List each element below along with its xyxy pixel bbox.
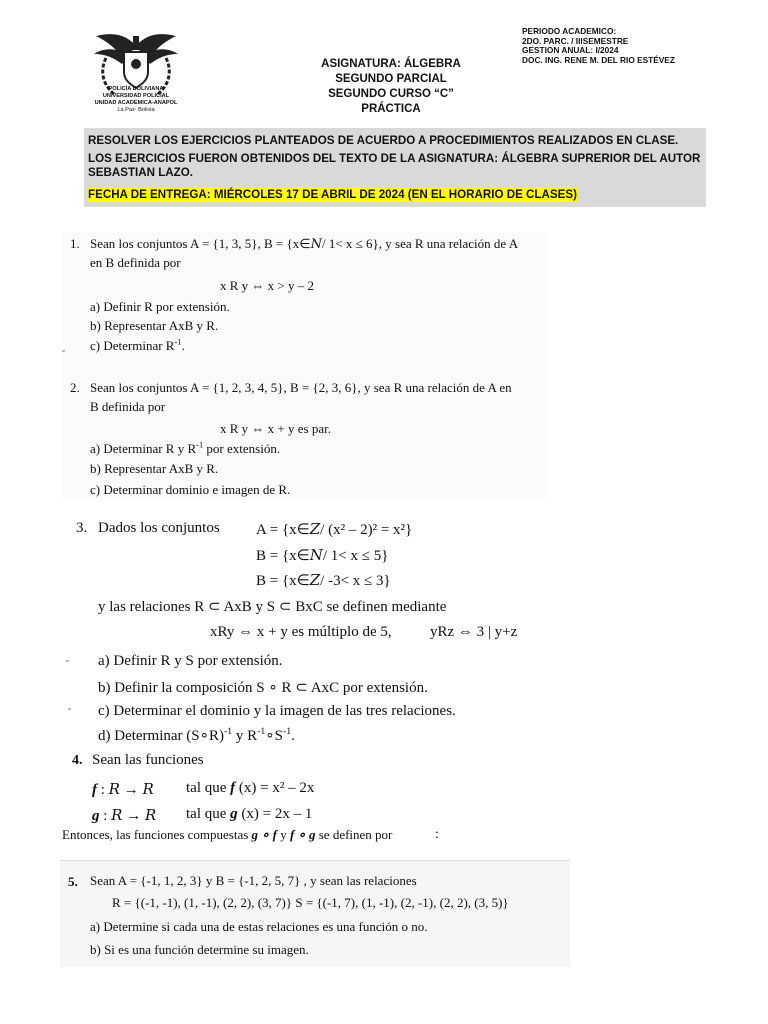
exercise-5-item-a: a) Determine si cada una de estas relaciones es una función o no. <box>90 919 428 934</box>
scan-speck <box>62 350 65 352</box>
exercise-1-item-b: b) Representar AxB y R. <box>90 318 219 333</box>
exercise-3-block <box>62 512 528 748</box>
relation-s-rule: yRz ⇔ 3 | y+z <box>430 624 518 640</box>
function-f-rule: tal que f (x) = x² – 2x <box>186 780 315 796</box>
exercise-1-rule: x R y ⇔ x > y – 2 <box>220 278 315 293</box>
exercise-3-item-d: d) Determinar (S∘R)$^{-1}$ y $R^{-1}\circ S^{-1}$. <box>98 726 295 744</box>
function-g-rule: tal que g (x) = 2x – 1 <box>186 806 313 822</box>
exercise-5-relations: R = {(-1, -1), (1, -1), (2, 2), (3, 7)} S = {(-1, 7), (1, -1), (2, -1), (2, 2), (3, 5)} <box>112 895 509 910</box>
scan-speck <box>68 708 71 710</box>
scan-speck <box>66 660 69 662</box>
function-g-signature: g : R → R <box>92 806 157 824</box>
exercise-1-2-block <box>62 232 548 500</box>
set-c-definition: B = {x∈Z/ -3< x ≤ 3} <box>256 571 391 589</box>
course-title: ASIGNATURA: ÁLGEBRA SEGUNDO PARCIAL SEGUNDO CURSO “C” PRÁCTICA <box>321 58 461 115</box>
exercise-2-rule: x R y ⇔ x + y es par. <box>220 421 331 436</box>
exercise-3-item-b: b) Definir la composición S ∘ R ⊂ AxC por extensión. <box>98 680 428 696</box>
exercise-1-item-a: a) Definir R por extensión. <box>90 299 230 314</box>
exercise-1-intro-2: en B definida por <box>90 255 181 270</box>
exercise-3-item-c: c) Determinar el dominio y la imagen de las tres relaciones. <box>98 703 456 719</box>
exercise-number: 5. <box>68 874 78 889</box>
exercise-3-intro: Dados los conjuntos <box>98 520 220 536</box>
institution-name: POLICÍA BOLIVIANA UNIVERSIDAD POLICIAL UNIDAD ACADEMICA-ANAPOL La Paz- Bolivia <box>94 86 178 113</box>
instructions-box <box>84 128 706 207</box>
exercise-4-intro: Sean las funciones <box>92 752 204 768</box>
set-a-definition: A = {x∈Z/ (x² – 2)² = x²} <box>256 520 413 538</box>
exercise-3-item-a: a) Definir R y S por extensión. <box>98 653 283 669</box>
deadline-highlight: FECHA DE ENTREGA: MIÉRCOLES 17 DE ABRIL DE 2024 (EN EL HORARIO DE CLASES) <box>88 188 577 201</box>
exercise-number: 1. <box>70 236 80 251</box>
exercise-number: 2. <box>70 380 80 395</box>
exercise-4-block <box>60 748 440 846</box>
exercise-2-item-a: a) Determinar R y $R^{-1}$ por extensión. <box>90 439 281 456</box>
exercise-4-colon: : <box>435 827 439 842</box>
exercise-3-relations: y las relaciones R ⊂ AxB y S ⊂ BxC se definen mediante <box>98 599 447 615</box>
exercise-2-item-c: c) Determinar dominio e imagen de R. <box>90 482 291 497</box>
exercise-1-item-c: c) Determinar $R^{-1}$. <box>90 336 185 353</box>
relation-r-rule: xRy ⇔ x + y es múltiplo de 5, <box>210 624 392 640</box>
instruction-line: RESOLVER LOS EJERCICIOS PLANTEADOS DE ACUERDO A PROCEDIMIENTOS REALIZADOS EN CLASE. <box>88 134 679 147</box>
exercise-number: 3. <box>76 520 88 536</box>
set-b-definition: B = {x∈N/ 1< x ≤ 5} <box>256 546 389 564</box>
exercise-2-intro-2: B definida por <box>90 399 166 414</box>
exercise-2-item-b: b) Representar AxB y R. <box>90 461 219 476</box>
exercise-5-intro: Sean A = {-1, 1, 2, 3} y B = {-1, 2, 5, 7} , y sean las relaciones <box>90 873 417 888</box>
exercise-5-item-b: b) Si es una función determine su imagen. <box>90 942 309 957</box>
exercise-1-intro: Sean los conjuntos A = {1, 3, 5}, B = {x∈N/ 1< x ≤ 6}, y sea R una relación de A <box>90 236 519 252</box>
function-f-signature: f : R → R <box>92 780 154 798</box>
exercise-4-question: Entonces, las funciones compuestas g ∘ f y f ∘ g se definen por <box>62 827 393 842</box>
exercise-number: 4. <box>72 753 83 768</box>
exercise-2-intro: Sean los conjuntos A = {1, 2, 3, 4, 5}, B = {2, 3, 6}, y sea R una relación de A en <box>90 380 512 395</box>
instruction-line: LOS EJERCICIOS FUERON OBTENIDOS DEL TEXTO DE LA ASIGNATURA: ÁLGEBRA SUPRERIOR DEL AUTOR SEBASTIAN LAZO. <box>88 152 701 179</box>
academic-period-info: PERIODO ACADEMICO: 2DO. PARC. / IIISEMESTRE GESTION ANUAL: I/2024 DOC. ING. RENE M. DEL RIO ESTÉVEZ <box>522 26 675 65</box>
exercise-5-block <box>60 860 570 967</box>
